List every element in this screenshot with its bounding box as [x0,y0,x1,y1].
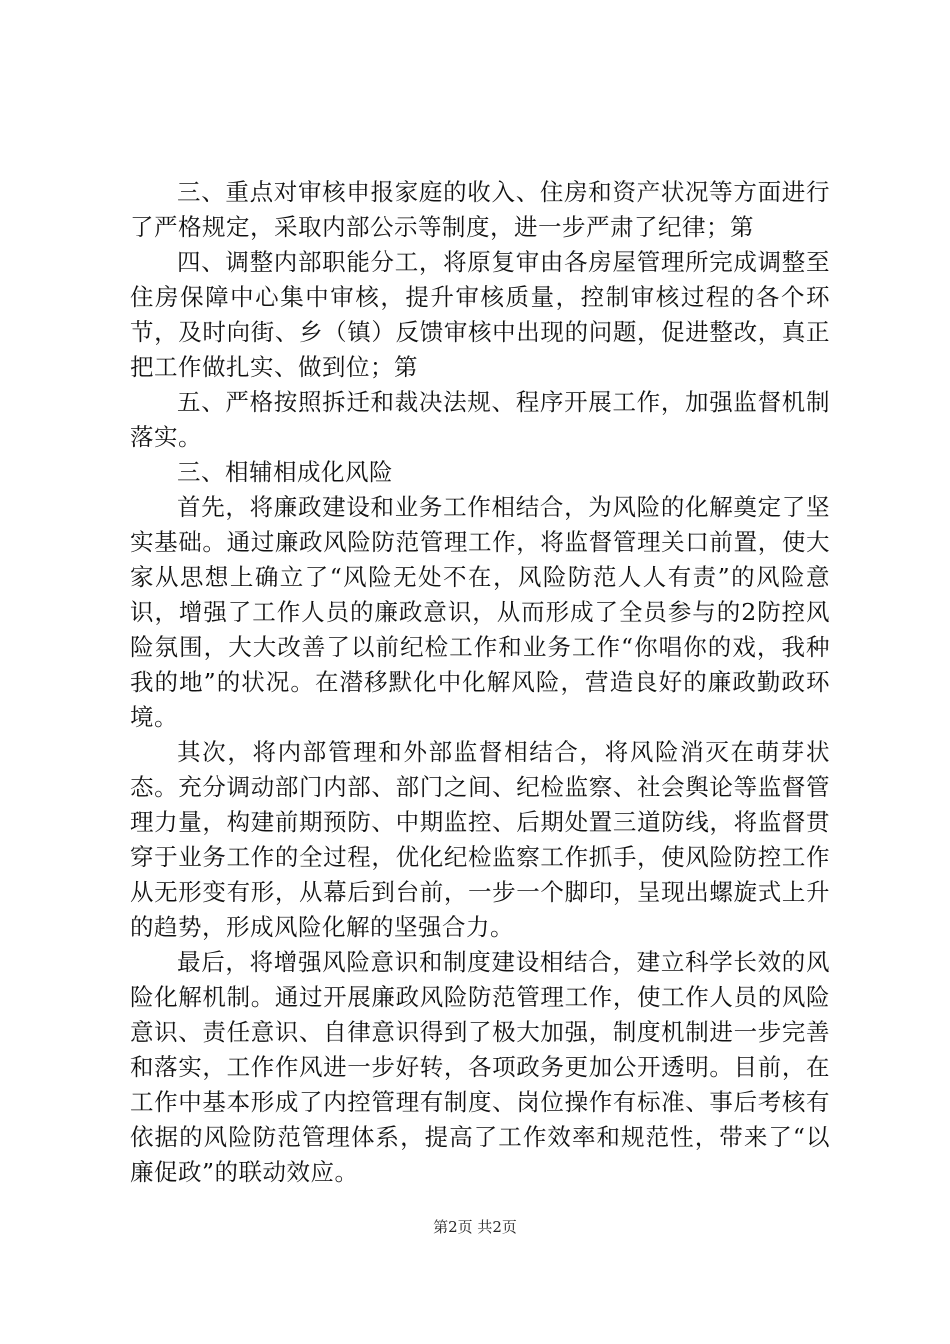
paragraph-last: 最后，将增强风险意识和制度建设相结合，建立科学长效的风险化解机制。通过开展廉政风险防范管理工作，使工作人员的风险意识、责任意识、自律意识得到了极大加强，制度机制进一步完善和落实，工作作风进一步好转，各项政务更加公开透明。目前，在工作中基本形成了内控管理有制度、岗位操作有标准、事后考核有依据的风险防范管理体系，提高了工作效率和规范性，带来了“以廉促政”的联动效应。 [130,948,830,1186]
paragraph-first: 首先，将廉政建设和业务工作相结合，为风险的化解奠定了坚实基础。通过廉政风险防范管理工作，将监督管理关口前置，使大家从思想上确立了“风险无处不在，风险防范人人有责”的风险意识，增强了工作人员的廉政意识，从而形成了全员参与的2防控风险氛围，大大改善了以前纪检工作和业务工作“你唱你的戏，我种我的地”的状况。在潜移默化中化解风险，营造良好的廉政勤政环境。 [130,493,830,731]
paragraph-second: 其次，将内部管理和外部监督相结合，将风险消灭在萌芽状态。充分调动部门内部、部门之间、纪检监察、社会舆论等监督管理力量，构建前期预防、中期监控、后期处置三道防线，将监督贯穿于业务工作的全过程，优化纪检监察工作抓手，使风险防控工作从无形变有形，从幕后到台前，一步一个脚印，呈现出螺旋式上升的趋势，形成风险化解的坚强合力。 [130,738,830,941]
paragraph-division-of-labor: 四、调整内部职能分工，将原复审由各房屋管理所完成调整至住房保障中心集中审核，提升审核质量，控制审核过程的各个环节，及时向街、乡（镇）反馈审核中出现的问题，促进整改，真正把工作做扎实、做到位；第 [130,248,830,381]
document-body [130,175,830,1190]
section-heading: 三、相辅相成化风险 [177,458,393,486]
paragraph-demolition-procedures: 五、严格按照拆迁和裁决法规、程序开展工作，加强监督机制落实。 [130,388,830,451]
paragraph-review-rules: 三、重点对审核申报家庭的收入、住房和资产状况等方面进行了严格规定，采取内部公示等制度，进一步严肃了纪律；第 [130,178,830,241]
page-number-footer: 第2页 共2页 [433,1218,517,1236]
